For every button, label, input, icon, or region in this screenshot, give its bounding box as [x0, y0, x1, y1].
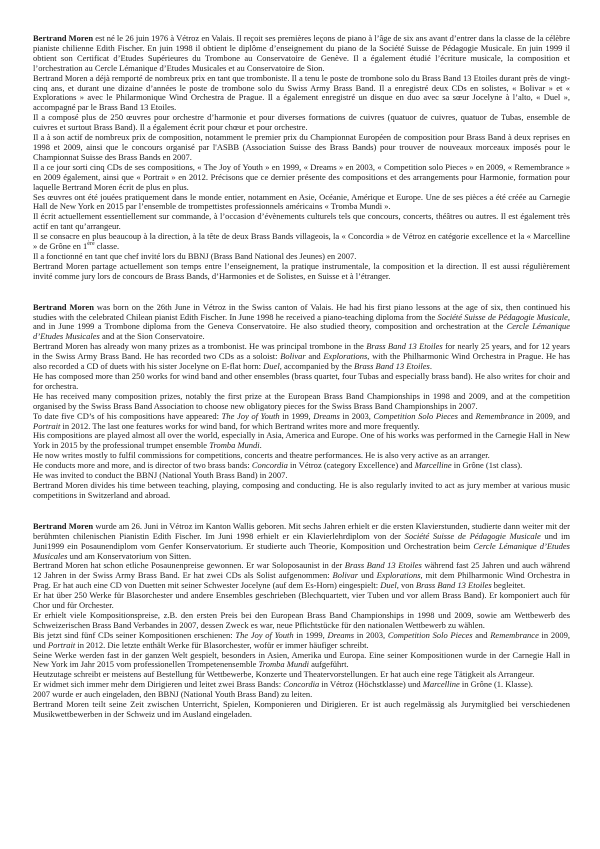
text-run: Remembrance: [475, 410, 525, 421]
paragraph: [33, 522, 570, 562]
text-run: and: [458, 410, 476, 421]
text-run: Competition Solo Pieces: [373, 410, 458, 421]
text-run: Dreams: [313, 410, 340, 421]
text-run: 2007 wurde er auch eingeladen, den BBNJ (National Youth Brass Band) zu leiten.: [33, 689, 313, 700]
text-run: Er hat über 250 Werke für Blasorchester und andere Ensembles geschrieben (Blechquartett, vier Tuben und vor allem Brass Band). Er komponiert auch für Chor und für Orchester.: [33, 590, 570, 611]
text-run: .: [429, 361, 432, 372]
text-run: est né le 26 juin 1976 à Vétroz en Valais. Il reçoit ses premières leçons de piano à l’âge de six ans avant d’entrer dans la classe de la célèbre pianiste chilienne Edith Fischer. En juin 1998 il obtient le diplôme d’enseignement du piano de la Société Suisse de Pédagogie Musicale. En juin 1999 il obtient son Certificat d’Etudes Supérieures du Trombone au Conservatoire de Genève. Il a également étudié l’écriture musicale, la composition et l’orchestration au Cercle Lémanique d’Etudes Musicales et au Conservatoire de Sion.: [33, 33, 571, 73]
text-run: Duel: [263, 361, 280, 372]
text-run: He has received many composition prizes, notably the first prize at the European Brass Band Championships in 1998 and 2009, and at the competition organised by the Swiss Brass Band Association to choose new obligatory pieces for the Swiss Brass Band Championships in 2007.: [33, 390, 570, 411]
text-run: He now writes mostly to fulfil commissions for competitions, concerts and theatre performances. He is also very active as an arranger.: [33, 450, 490, 461]
text-run: Er widmet sich immer mehr dem Dirigieren und leitet zwei Brass Bands:: [33, 679, 284, 690]
text-run: in Vétroz (category Excellence) and: [287, 460, 415, 471]
text-run: He has composed more than 250 works for wind band and other ensembles (brass quartet, four Tubas and especially brass band). He also writes for choir and for orchestra.: [33, 371, 570, 391]
paragraph: [33, 412, 570, 432]
text-run: The Joy of Youth: [235, 629, 294, 640]
paragraph: [33, 193, 570, 213]
paragraph: [33, 700, 570, 720]
text-run: in 2009, and: [524, 410, 570, 421]
text-run: Competition Solo Pieces: [387, 629, 473, 640]
text-run: Tromba Mundi: [258, 659, 309, 670]
text-run: Concordia: [283, 679, 320, 690]
paragraph: [33, 212, 570, 232]
text-run: Remembrance: [490, 629, 539, 640]
text-run: in Grône (1st class).: [451, 460, 523, 471]
text-run: Concordia: [251, 460, 288, 471]
paragraph: [33, 431, 570, 451]
text-run: aufgeführt.: [308, 659, 349, 670]
text-run: Brass Band 13 Etoiles: [344, 560, 422, 571]
text-run: Il se consacre en plus beaucoup à la direction, à la tête de deux Brass Bands villageois, la « Concordia » de Vétroz en catégorie excellence et la « Marcelline » de Grône en 1: [33, 231, 570, 252]
text-run: Bolivar: [280, 351, 306, 362]
text-run: in 2003,: [339, 410, 374, 421]
text-run: Brass Band 13 Etoiles: [354, 361, 430, 372]
text-run: for nearly 25 years, and for 12 years in the Swiss Army Brass Band. He has recorded two CDs as a soloist:: [33, 341, 570, 362]
text-run: in 2012. Die letzte enthält Werke für Blasorchester, wofür er immer häufiger schreibt.: [75, 639, 369, 650]
text-run: Il a ce jour sorti cinq CDs de ses compositions, « The Joy of Youth » en 1999, « Dreams » en 2003, « Competition solo Pieces » en 2009, « Remembrance » en 2009 également, ainsi que « Portrait » en 2012. Précisons que ce dernier présente des compositions et des arrangements pour Harmonie, formation pour laquelle Bertrand Moren écrit de plus en plus.: [33, 161, 570, 192]
text-run: in Grône (1. Klasse).: [459, 679, 533, 690]
text-run: Portrait: [33, 420, 61, 431]
text-run: and: [305, 351, 324, 362]
paragraph: [33, 113, 570, 133]
text-run: , accompanied by the: [279, 361, 355, 372]
text-run: Portrait: [47, 639, 76, 650]
text-run: und im Juni1999 ein Posaunendiplom vom Genfer Konservatorium. Er studierte auch Theorie, Komposition und Orchestration beim: [33, 530, 570, 551]
paragraph: [33, 372, 570, 392]
text-run: His compositions are played almost all over the world, especially in Asia, America and Europe. One of his works was performed in the Carnegie Hall in New York in 2015 by the professional trumpet ensemble: [33, 430, 570, 451]
text-run: Il écrit actuellement essentiellement sur commande, à l’occasion d’évènements culturels tels que concours, concerts, théâtres ou autres. Il est également très actif en tant qu’arrangeur.: [33, 211, 570, 232]
paragraph: [33, 611, 570, 631]
text-run: Explorations: [376, 570, 421, 581]
text-run: , von: [396, 580, 416, 591]
text-run: Heutzutage schreibt er meistens auf Bestellung für Wettbewerbe, Konzerte und Theatervorstellungen. Er hat auch eine rege Tätigkeit als Arrangeur.: [33, 669, 535, 680]
text-run: was born on the 26th June in Vétroz in the Swiss canton of Valais. He had his first piano lessons at the age of six, then continued his studies with the celebrated Chilean pianist Edith Fischer. In June 1998 he received a piano-teaching diploma from the: [33, 301, 570, 322]
paragraph: [33, 631, 570, 651]
text-run: He was invited to conduct the BBNJ (National Youth Brass Band) in 2007.: [33, 470, 288, 481]
text-run: .: [259, 440, 262, 451]
text-run: Il a composé plus de 250 œuvres pour orchestre d’harmonie et pour diverses formations de cuivres (quatuor de cuivres, quatuor de Tubas, ensemble de cuivres et surtout Brass Band). Il a également écrit pour chœur et pour orchestre.: [33, 112, 570, 133]
paragraph: [33, 561, 570, 591]
text-run: Bertrand Moren: [33, 33, 94, 43]
text-run: Bertrand Moren divides his time between teaching, playing, composing and conducting. He is also regularly invited to act as jury member at various music competitions in Switzerland and abroad.: [33, 479, 570, 500]
text-run: Dreams: [327, 629, 355, 640]
text-run: Société Suisse de Pédagogie Musicale: [404, 530, 541, 541]
text-run: , mit dem Philharmonic Wind Orchestra in Prag. Er hat auch eine CD von Duetten mit seiner Schwester Jocelyne (auf dem Es-Horn) eingespielt:: [33, 570, 570, 591]
text-run: Er erhielt viele Kompositionspreise, z.B. den ersten Preis bei den European Brass Band Championships in 1998 und 2009, sowie am Wettbewerb des Schweizerischen Brass Band Verbandes in 2007, dessen Zweck es war, neue Pflichtstücke für den nationalen Wettbewerb zu wählen.: [33, 609, 570, 630]
text-run: Bertrand Moren a déjà remporté de nombreux prix en tant que tromboniste. Il a tenu le poste de trombone solo du Brass Band 13 Etoiles durant près de vingt-cinq ans, et durant une dizaine d’années le poste de trombone solo du Swiss Army Brass Band. Il a enregistré deux CDs en solistes, « Bolivar » et « Explorations » avec le Philarmonique Wind Orchestra de Prague. Il a également enregistré un disque en duo avec sa sœur Jocelyne à l’alto, « Duel », accompagné par le Brass Band 13 Etoiles.: [33, 72, 570, 113]
paragraph: [33, 163, 570, 193]
text-run: Bertrand Moren partage actuellement son temps entre l’enseignement, la pratique instrumentale, la composition et la direction. Il est aussi régulièrement invité comme jury lors de concours de Brass Bands, d’Harmonies et de Solistes, en Suisse et à l’étranger.: [33, 260, 570, 281]
text-run: wurde am 26. Juni in Vétroz im Kanton Wallis geboren. Mit sechs Jahren erhielt er die ersten Klavierstunden, studierte dann weiter mit der berühmten chilenischen Pianistin Edith Fischer. Im Juni 1998 erhielt er ein Klavierlehrdiplom von der: [33, 520, 571, 541]
text-run: Bis jetzt sind fünf CDs seiner Kompositionen erschienen:: [33, 629, 236, 640]
text-run: begleitet.: [491, 580, 526, 591]
text-run: Il a fonctionné en tant que chef invité lors du BBNJ (Brass Band National des Jeunes) en 2007.: [33, 250, 357, 261]
text-run: Société Suisse de Pédagogie Musicale: [437, 311, 568, 322]
text-run: and: [472, 629, 491, 640]
paragraph: [33, 591, 570, 611]
biography-section-english: [33, 303, 570, 501]
text-run: The Joy of Youth: [221, 410, 280, 421]
paragraph: [33, 342, 570, 372]
paragraph: [33, 133, 570, 163]
paragraph: [33, 481, 570, 501]
paragraph: [33, 34, 570, 74]
text-run: , and in June 1999 a Trombone diploma from the Geneva Conservatoire. He also studied theory, composition and orchestration at the: [33, 311, 571, 332]
text-run: Brass Band 13 Etoiles: [415, 580, 492, 591]
text-run: Duel: [380, 580, 397, 591]
paragraph: [33, 262, 570, 282]
text-run: Bolivar: [332, 570, 359, 581]
text-run: , with the Philharmonic Wind Orchestra in Prague. He has also recorded a CD of duets with his sister Jocelyne on E-flat horn:: [33, 351, 570, 372]
text-run: in 1999,: [279, 410, 314, 421]
text-run: Marcelline: [422, 679, 460, 690]
paragraph: [33, 303, 570, 343]
text-run: Bertrand Moren teilt seine Zeit zwischen Unterricht, Spielen, Komponieren und Dirigieren. Er ist auch regelmässig als Jurymitglied bei verschiedenen Musikwettbewerben in der Schweiz und im Ausland eingeladen.: [33, 699, 570, 719]
text-run: ère: [87, 241, 95, 248]
text-run: Marcelline: [414, 460, 452, 471]
text-run: Bertrand Moren: [33, 520, 94, 531]
text-run: Bertrand Moren: [33, 301, 94, 312]
text-run: classe.: [94, 241, 120, 252]
paragraph: [33, 392, 570, 412]
text-run: und am Konservatorium von Sitten.: [67, 550, 192, 561]
text-run: Seine Werke werden fast in der ganzen Welt gespielt, besonders in Asien, Amerika und Europa. Eine seiner Kompositionen wurde in der Carnegie Hall in New York im Jahr 2015 vom professionellen Trompetenensemble: [33, 649, 570, 670]
text-run: Bertrand Moren hat schon etliche Posaunenpreise gewonnen. Er war Soloposaunist in der: [33, 560, 345, 571]
paragraph: [33, 74, 570, 114]
text-run: in 2012. The last one features works for wind band, for which Bertrand writes more and more frequently.: [60, 420, 420, 431]
text-run: in 2009, und: [33, 629, 570, 650]
biography-section-french: [33, 34, 570, 282]
text-run: und: [358, 570, 377, 581]
text-run: Ses œuvres ont été jouées pratiquement dans le monde entier, notamment en Asie, Océanie, Amérique et Europe. Une de ses pièces a été créée au Carnegie Hall de New York en 2015 par l’ensemble de trompettistes professionnels américains « Tromba Mundi ».: [33, 191, 570, 212]
text-run: Bertrand Moren has already won many prizes as a trombonist. He was principal trombone in the: [33, 341, 367, 352]
paragraph: [33, 651, 570, 671]
text-run: während fast 25 Jahren und auch während 12 Jahren in der Swiss Army Brass Band. Er hat zwei CDs als Solist aufgenommen:: [33, 560, 570, 581]
text-run: Tromba Mundi: [209, 440, 260, 451]
paragraph: [33, 232, 570, 252]
text-run: Cercle Lémanique d’Etudes Musicales: [33, 321, 570, 342]
biography-section-german: [33, 522, 570, 720]
text-run: He conducts more and more, and is director of two brass bands:: [33, 460, 252, 471]
text-run: in 2003,: [354, 629, 388, 640]
text-run: To date five CD’s of his compositions have appeared:: [33, 410, 222, 421]
text-run: Brass Band 13 Etoiles: [366, 341, 443, 352]
text-run: in 1999,: [293, 629, 328, 640]
text-run: in Vétroz (Höchstklasse) und: [319, 679, 423, 690]
text-run: Explorations: [323, 351, 368, 362]
text-run: Il a à son actif de nombreux prix de composition, notamment le premier prix du Championnat Européen de composition pour Brass Band à deux reprises en 1998 et 2009, ainsi que le concours organisé par l'ASBB (Association Suisse des Brass Bands) pour trouver de nouveaux morceaux imposés pour le Championnat Suisse des Brass Bands en 2007.: [33, 132, 570, 162]
text-run: and at the Sion Conservatoire.: [99, 331, 205, 342]
text-run: Cercle Lémanique d’Etudes Musicales: [33, 540, 570, 561]
